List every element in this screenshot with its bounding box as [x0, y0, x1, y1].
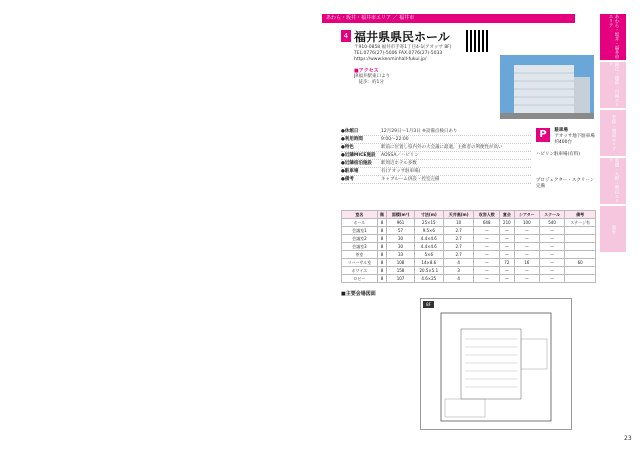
- table-cell: [565, 235, 596, 243]
- table-cell: 5×6: [414, 251, 443, 259]
- table-cell: 会議室1: [342, 227, 378, 235]
- info-value: 駅前に位置し県内外の大会議に最適。主催者の利便性が高い: [381, 145, 503, 150]
- table-cell: 158: [387, 267, 415, 275]
- table-cell: 8: [377, 243, 386, 251]
- table-cell: 4: [443, 275, 474, 283]
- table-cell: —: [539, 267, 564, 275]
- table-cell: 33: [387, 251, 415, 259]
- venue-address: [354, 45, 494, 63]
- table-header: 備考: [565, 211, 596, 219]
- table-cell: 540: [539, 219, 564, 227]
- table-cell: —: [474, 251, 500, 259]
- parking-title: 駐車場: [554, 128, 568, 133]
- info-value: AOSSA／ハピリン: [381, 153, 419, 158]
- table-cell: 2.7: [443, 235, 474, 243]
- table-cell: —: [539, 275, 564, 283]
- info-row: [341, 176, 531, 184]
- facility-note: プロジェクター・スクリーン完備: [536, 178, 595, 189]
- info-row: [341, 152, 531, 160]
- table-cell: 3: [443, 267, 474, 275]
- table-cell: 210: [499, 219, 514, 227]
- info-row: [341, 136, 531, 144]
- table-cell: 2.7: [443, 227, 474, 235]
- table-cell: [565, 251, 596, 259]
- table-cell: 10: [443, 219, 474, 227]
- table-cell: 8: [377, 219, 386, 227]
- access-line: JR福井駅東口より: [354, 74, 390, 79]
- table-cell: —: [474, 275, 500, 283]
- table-header: 収容人数: [474, 211, 500, 219]
- table-cell: —: [539, 243, 564, 251]
- table-cell: 60: [565, 259, 596, 267]
- table-cell: —: [474, 227, 500, 235]
- table-cell: —: [499, 243, 514, 251]
- side-tab[interactable]: 鯖江・越前・丹南エリア: [600, 62, 626, 108]
- table-cell: 16: [514, 259, 539, 267]
- parking-line: アオッサ地下駐車場: [554, 134, 595, 139]
- table-cell: 9.5×6: [414, 227, 443, 235]
- access-line: 徒歩：約1分: [354, 80, 384, 85]
- table-cell: [565, 243, 596, 251]
- table-cell: 8: [377, 235, 386, 243]
- info-key: ●備考: [341, 177, 354, 182]
- table-cell: 20.5×5.1: [414, 267, 443, 275]
- table-row: [342, 227, 596, 235]
- table-cell: 4.4×4.6: [414, 243, 443, 251]
- table-cell: 4: [443, 259, 474, 267]
- info-row: [341, 128, 531, 136]
- table-cell: [565, 275, 596, 283]
- table-cell: —: [499, 275, 514, 283]
- table-cell: 30: [387, 243, 415, 251]
- table-row: [342, 267, 596, 275]
- table-cell: 8: [377, 259, 386, 267]
- table-cell: —: [514, 235, 539, 243]
- table-cell: 8: [377, 275, 386, 283]
- table-header: 寸法(m): [414, 211, 443, 219]
- info-row: [341, 144, 531, 152]
- access-title: ■アクセス: [354, 68, 379, 74]
- table-cell: —: [514, 227, 539, 235]
- table-header: スクール: [539, 211, 564, 219]
- table-row: [342, 243, 596, 251]
- table-cell: —: [474, 235, 500, 243]
- table-cell: —: [539, 251, 564, 259]
- table-header: シアター: [514, 211, 539, 219]
- table-cell: —: [514, 275, 539, 283]
- table-cell: 107: [387, 275, 415, 283]
- table-cell: 25×15: [414, 219, 443, 227]
- table-header: 室名: [342, 211, 378, 219]
- table-cell: —: [539, 259, 564, 267]
- info-value: 有(アオッサ駐車場): [381, 169, 421, 174]
- table-cell: —: [474, 267, 500, 275]
- table-cell: —: [499, 251, 514, 259]
- table-cell: 会議室3: [342, 243, 378, 251]
- parking-line: 約400台: [554, 140, 573, 145]
- info-key: ●特色: [341, 145, 354, 150]
- table-cell: [565, 227, 596, 235]
- table-cell: 72: [499, 259, 514, 267]
- table-cell: 30: [387, 235, 415, 243]
- table-cell: 2.7: [443, 243, 474, 251]
- table-row: [342, 259, 596, 267]
- side-tab[interactable]: 奥越・大野・勝山エリア: [600, 158, 626, 204]
- table-cell: —: [539, 227, 564, 235]
- right-side-tabs: [600, 14, 626, 254]
- table-cell: —: [499, 235, 514, 243]
- venue-title: 福井県県民ホール: [354, 30, 450, 44]
- table-cell: —: [539, 235, 564, 243]
- table-cell: 2.7: [443, 251, 474, 259]
- info-value: 駅周辺ホテル多数: [381, 161, 417, 166]
- table-cell: —: [514, 243, 539, 251]
- facility-table-body: [342, 219, 596, 283]
- table-cell: 961: [387, 219, 415, 227]
- table-cell: —: [499, 267, 514, 275]
- table-header: 面積(m²): [387, 211, 415, 219]
- table-cell: 108: [387, 259, 415, 267]
- access-block: [354, 68, 494, 86]
- table-cell: —: [514, 251, 539, 259]
- table-cell: [565, 267, 596, 275]
- floor-label: 8F: [423, 301, 434, 308]
- page-number: 23: [624, 435, 632, 442]
- table-cell: 100: [514, 219, 539, 227]
- table-header: 階: [377, 211, 386, 219]
- table-row: [342, 275, 596, 283]
- table-cell: —: [474, 243, 500, 251]
- parking-text: [554, 128, 594, 146]
- table-row: [342, 219, 596, 227]
- side-tab[interactable]: 若狭・嶺南エリア: [600, 110, 626, 156]
- info-key: ●利用時間: [341, 137, 363, 142]
- table-cell: —: [499, 227, 514, 235]
- table-cell: 4.4×4.6: [414, 235, 443, 243]
- table-cell: ステージ有: [565, 219, 596, 227]
- floor-plan: [420, 298, 572, 430]
- info-key: ●駐車場: [341, 169, 359, 174]
- table-cell: ホワイエ: [342, 267, 378, 275]
- info-key: ●近隣宿泊施設: [341, 161, 372, 166]
- table-cell: 648: [474, 219, 500, 227]
- table-cell: 14×8.6: [414, 259, 443, 267]
- facility-note: ハピリン駐車場(有料): [536, 152, 581, 157]
- table-cell: 8: [377, 251, 386, 259]
- table-cell: 会議室2: [342, 235, 378, 243]
- table-cell: ロビー: [342, 275, 378, 283]
- right-breadcrumb: あわら・坂井・福井市エリア ／ 福井市: [322, 14, 575, 23]
- table-row: [342, 235, 596, 243]
- venue-info-list: [341, 128, 531, 184]
- info-key: ●近隣MICE施設: [341, 153, 376, 158]
- table-row: [342, 251, 596, 259]
- table-cell: ホール: [342, 219, 378, 227]
- table-header: 宴会: [499, 211, 514, 219]
- parking-icon: P: [536, 128, 550, 142]
- info-value: キャブルーム併設・控室完備: [381, 177, 440, 182]
- table-cell: 茶室: [342, 251, 378, 259]
- website-link[interactable]: https://www.kenminhall-fukui.jp/: [354, 57, 427, 62]
- venue-photo: [500, 55, 594, 119]
- table-cell: リハーサル室: [342, 259, 378, 267]
- address-line: 〒910-0858 福井市手寄1丁目4-1(アオッサ 8F): [354, 45, 452, 50]
- table-cell: —: [474, 259, 500, 267]
- parking-info: [536, 128, 596, 190]
- info-key: ●休館日: [341, 129, 359, 134]
- info-row: [341, 160, 531, 168]
- phone-line: TEL.0776(27)-5006 FAX.0776(27)-5033: [354, 51, 443, 56]
- side-tab[interactable]: あわら・坂井・福井市エリア: [600, 14, 626, 60]
- table-cell: 57: [387, 227, 415, 235]
- facility-table: [341, 210, 596, 283]
- table-cell: 8: [377, 227, 386, 235]
- table-cell: —: [514, 267, 539, 275]
- table-header: 天井高(m): [443, 211, 474, 219]
- plan-title: ■主要会場図面: [341, 291, 376, 297]
- table-cell: 4.6×25: [414, 275, 443, 283]
- info-value: 9:00〜22:00: [381, 137, 409, 142]
- table-cell: 8: [377, 267, 386, 275]
- side-tab[interactable]: 県外: [600, 206, 626, 252]
- info-value: 12月29日〜1月3日 ※設備点検日あり: [381, 129, 458, 134]
- info-row: [341, 168, 531, 176]
- venue-number-badge: 4: [341, 30, 351, 42]
